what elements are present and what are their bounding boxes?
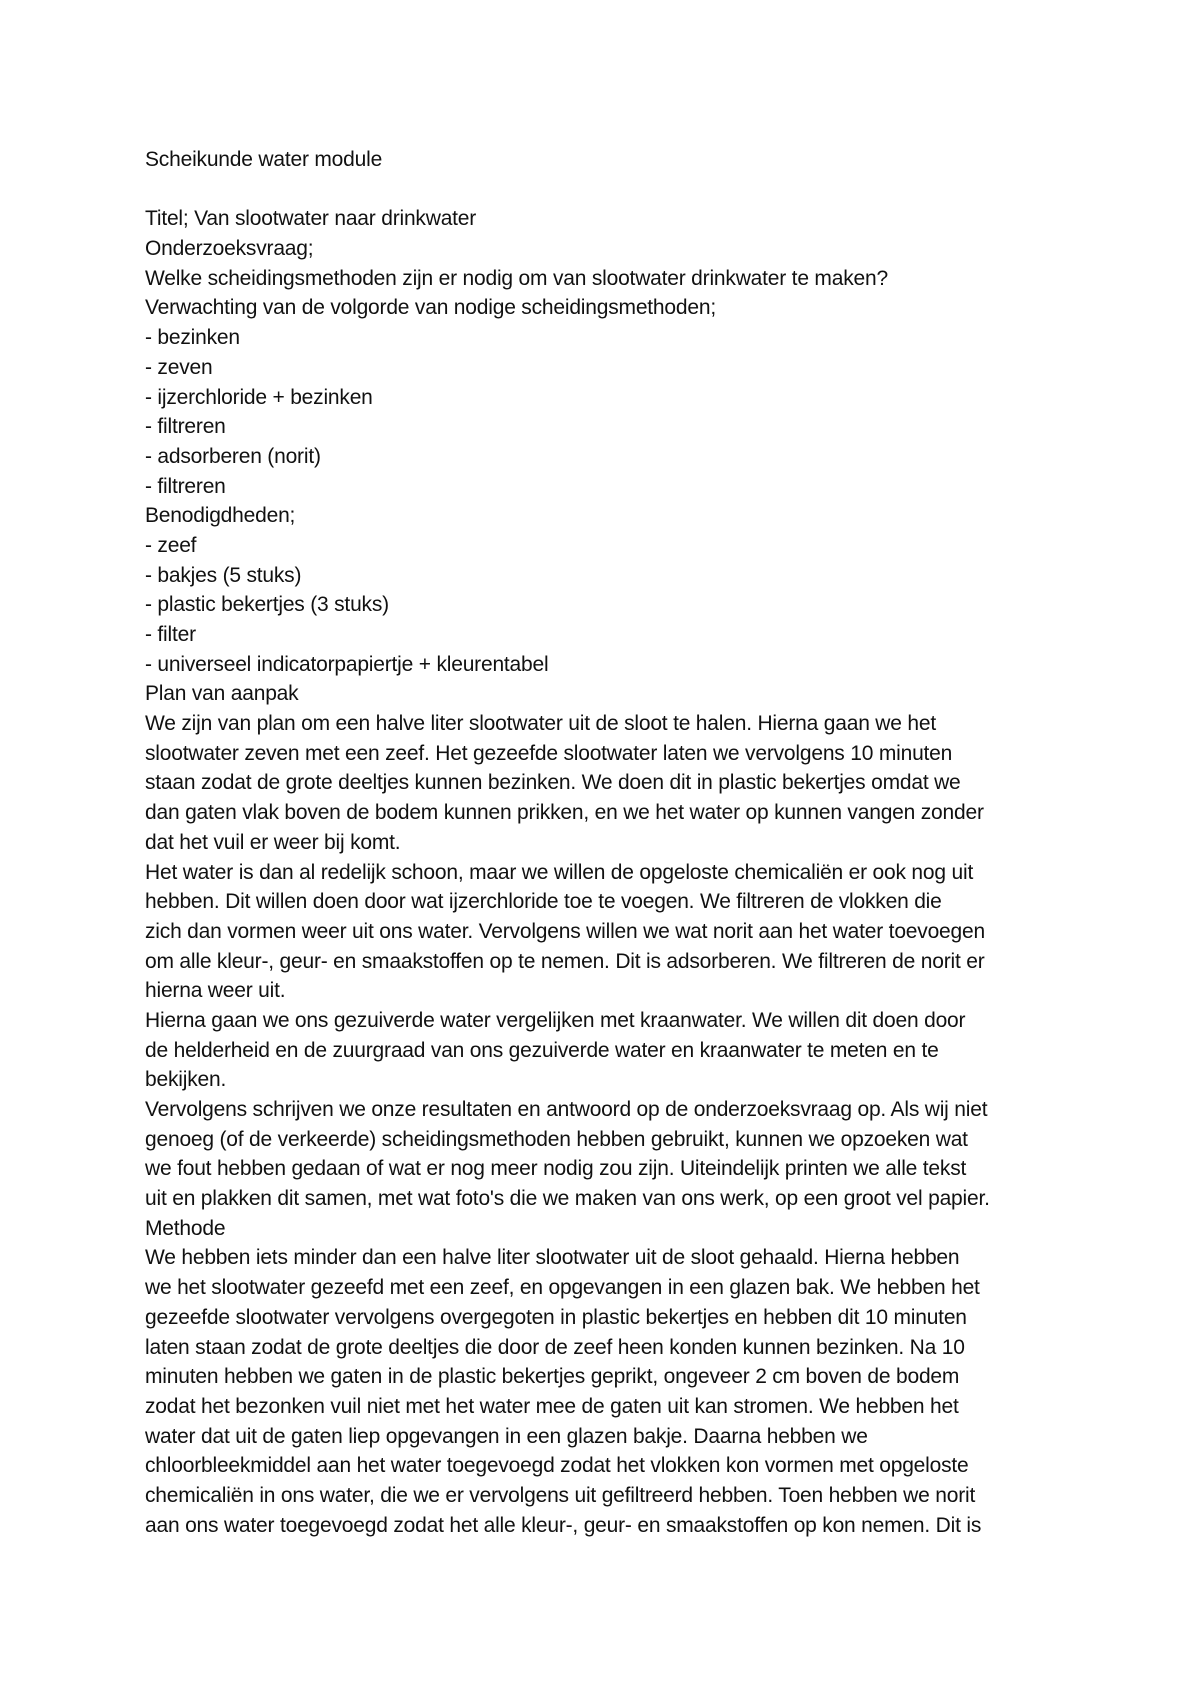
methode-text-line: chemicaliën in ons water, die we er vervolgens uit gefiltreerd hebben. Toen hebben we norit [145,1483,976,1507]
benodigdheden-item: - zeef [145,533,197,557]
methode-text-line: gezeefde slootwater vervolgens overgegoten in plastic bekertjes en hebben dit 10 minuten [145,1305,967,1329]
plan-text-line: dat het vuil er weer bij komt. [145,830,401,854]
plan-text-line: We zijn van plan om een halve liter slootwater uit de sloot te halen. Hierna gaan we het [145,712,936,736]
titel-line: Titel; Van slootwater naar drinkwater [145,207,477,231]
plan-text-line: slootwater zeven met een zeef. Het gezeefde slootwater laten we vervolgens 10 minuten [145,741,953,765]
benodigdheden-item: - bakjes (5 stuks) [145,563,302,587]
verwachting-item: - bezinken [145,326,240,350]
verwachting-item: - filtreren [145,474,226,498]
verwachting-item: - ijzerchloride + bezinken [145,385,373,409]
methode-heading: Methode [145,1216,226,1240]
benodigdheden-item: - universeel indicatorpapiertje + kleurentabel [145,652,549,676]
plan-text-line: genoeg (of de verkeerde) scheidingsmethoden hebben gebruikt, kunnen we opzoeken wat [145,1127,968,1151]
plan-text-line: om alle kleur-, geur- en smaakstoffen op te nemen. Dit is adsorberen. We filtreren de norit er [145,949,985,973]
plan-paragraphs [145,709,1085,1214]
methode-text-line: aan ons water toegevoegd zodat het alle kleur-, geur- en smaakstoffen op kon nemen. Dit is [145,1513,982,1537]
methode-text-line: chloorbleekmiddel aan het water toegevoegd zodat het vlokken kon vormen met opgeloste [145,1454,969,1478]
methode-text-line: water dat uit de gaten liep opgevangen in een glazen bakje. Daarna hebben we [145,1424,868,1448]
plan-text-line: dan gaten vlak boven de bodem kunnen prikken, en we het water op kunnen vangen zonder [145,801,984,825]
verwachting-list [145,323,1085,501]
blank-line [145,175,1085,205]
benodigdheden-list [145,531,1085,679]
verwachting-item: - filtreren [145,415,226,439]
plan-text-line: staan zodat de grote deeltjes kunnen bezinken. We doen dit in plastic bekertjes omdat we [145,771,961,795]
methode-text-line: we het slootwater gezeefd met een zeef, en opgevangen in een glazen bak. We hebben het [145,1276,980,1300]
onderzoeksvraag-label: Onderzoeksvraag; [145,237,314,261]
methode-paragraphs [145,1243,1085,1540]
plan-text-line: de helderheid en de zuurgraad van ons gezuiverde water en kraanwater te meten en te [145,1038,939,1062]
plan-text-line: Hierna gaan we ons gezuiverde water vergelijken met kraanwater. We willen dit doen door [145,1008,966,1032]
verwachting-label: Verwachting van de volgorde van nodige scheidingsmethoden; [145,296,716,320]
plan-text-line: bekijken. [145,1068,227,1092]
plan-text-line: hebben. Dit willen doen door wat ijzerchloride toe te voegen. We filtreren de vlokken die [145,890,942,914]
methode-text-line: minuten hebben we gaten in de plastic bekertjes geprikt, ongeveer 2 cm boven de bodem [145,1365,960,1389]
plan-text-line: we fout hebben gedaan of wat er nog meer nodig zou zijn. Uiteindelijk printen we alle tekst [145,1157,967,1181]
methode-text-line: zodat het bezonken vuil niet met het water mee de gaten uit kan stromen. We hebben het [145,1394,959,1418]
document-title: Scheikunde water module [145,148,383,171]
verwachting-item: - adsorberen (norit) [145,444,321,468]
benodigdheden-label: Benodigdheden; [145,504,296,528]
benodigdheden-item: - plastic bekertjes (3 stuks) [145,593,389,617]
methode-text-line: We hebben iets minder dan een halve liter slootwater uit de sloot gehaald. Hierna hebben [145,1246,960,1270]
plan-text-line: uit en plakken dit samen, met wat foto's die we maken van ons werk, op een groot vel papier. [145,1187,990,1211]
verwachting-item: - zeven [145,355,213,379]
plan-text-line: zich dan vormen weer uit ons water. Vervolgens willen we wat norit aan het water toevoegen [145,919,985,943]
plan-text-line: Vervolgens schrijven we onze resultaten en antwoord op de onderzoeksvraag op. Als wij niet [145,1098,988,1121]
document-body [145,145,1085,1540]
methode-text-line: laten staan zodat de grote deeltjes die door de zeef heen konden kunnen bezinken. Na 10 [145,1335,965,1359]
plan-text-line: Het water is dan al redelijk schoon, maar we willen de opgeloste chemicaliën er ook nog uit [145,860,974,884]
benodigdheden-item: - filter [145,623,196,646]
plan-text-line: hierna weer uit. [145,979,286,1003]
plan-heading: Plan van aanpak [145,682,299,706]
onderzoeksvraag-text: Welke scheidingsmethoden zijn er nodig om van slootwater drinkwater te maken? [145,266,888,290]
